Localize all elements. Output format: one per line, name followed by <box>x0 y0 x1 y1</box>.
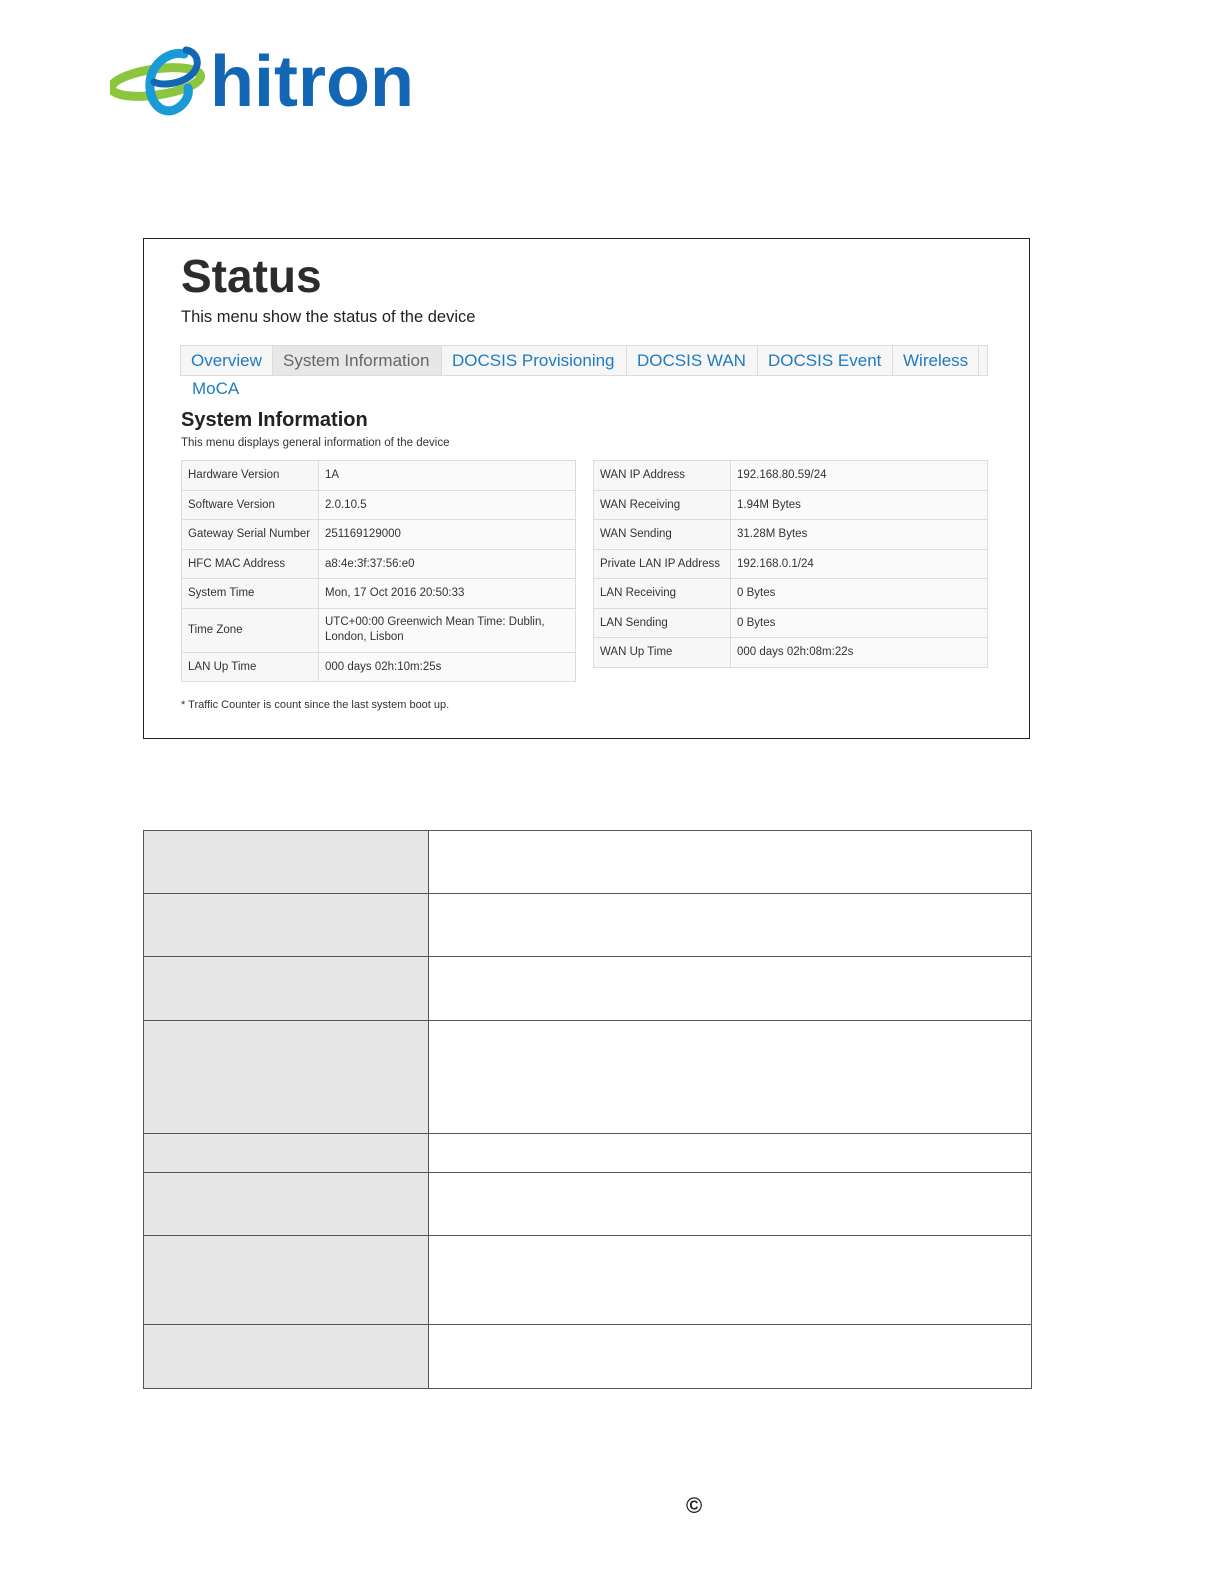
traffic-footnote: * Traffic Counter is count since the last system boot up. <box>181 699 450 711</box>
system-info-table-left <box>181 460 576 682</box>
description-cell <box>429 957 1032 1021</box>
table-row <box>594 490 988 520</box>
description-cell <box>429 1236 1032 1325</box>
tab-bar <box>180 345 988 376</box>
row-label: HFC MAC Address <box>182 549 319 579</box>
page-title: Status <box>181 250 322 302</box>
table-row <box>144 1173 1032 1236</box>
row-value: 192.168.80.59/24 <box>731 461 988 491</box>
row-value: 2.0.10.5 <box>319 490 576 520</box>
label-cell <box>144 1236 429 1325</box>
tab-docsis-wan[interactable]: DOCSIS WAN <box>627 346 758 375</box>
label-cell <box>144 957 429 1021</box>
tab-moca[interactable]: MoCA <box>192 379 240 398</box>
tab-system-information[interactable]: System Information <box>273 346 442 375</box>
table-row <box>182 549 576 579</box>
row-label: Private LAN IP Address <box>594 549 731 579</box>
table-row <box>144 894 1032 957</box>
row-label: Gateway Serial Number <box>182 520 319 550</box>
row-label: WAN Up Time <box>594 638 731 668</box>
row-value: 1.94M Bytes <box>731 490 988 520</box>
field-description-table <box>143 830 1032 1389</box>
row-label: LAN Receiving <box>594 579 731 609</box>
page-subtitle: This menu show the status of the device <box>181 308 476 326</box>
row-value: 0 Bytes <box>731 608 988 638</box>
tab-overview[interactable]: Overview <box>181 346 273 375</box>
section-subtitle: This menu displays general information of the device <box>181 437 450 449</box>
description-cell <box>429 1325 1032 1389</box>
tab-wireless[interactable]: Wireless <box>893 346 979 375</box>
status-screenshot <box>143 238 1030 739</box>
section-title: System Information <box>181 409 368 431</box>
label-cell <box>144 1134 429 1173</box>
label-cell <box>144 1021 429 1134</box>
table-row <box>182 652 576 682</box>
table-row <box>182 579 576 609</box>
row-label: WAN Sending <box>594 520 731 550</box>
row-value: 000 days 02h:10m:25s <box>319 652 576 682</box>
row-label: System Time <box>182 579 319 609</box>
tab-docsis-event[interactable]: DOCSIS Event <box>758 346 893 375</box>
row-value: 0 Bytes <box>731 579 988 609</box>
row-label: WAN IP Address <box>594 461 731 491</box>
row-label: Time Zone <box>182 608 319 652</box>
description-cell <box>429 894 1032 957</box>
label-cell <box>144 1173 429 1236</box>
description-cell <box>429 831 1032 894</box>
table-row <box>144 957 1032 1021</box>
row-value: 31.28M Bytes <box>731 520 988 550</box>
table-row <box>182 461 576 491</box>
table-row <box>144 1134 1032 1173</box>
row-label: WAN Receiving <box>594 490 731 520</box>
row-value: UTC+00:00 Greenwich Mean Time: Dublin, London, Lisbon <box>319 608 576 652</box>
label-cell <box>144 894 429 957</box>
table-row <box>182 490 576 520</box>
table-row <box>144 1325 1032 1389</box>
table-row <box>144 831 1032 894</box>
table-row <box>594 579 988 609</box>
table-row <box>594 461 988 491</box>
table-row <box>144 1236 1032 1325</box>
row-value: 251169129000 <box>319 520 576 550</box>
row-label: LAN Up Time <box>182 652 319 682</box>
table-row <box>594 638 988 668</box>
row-value: 000 days 02h:08m:22s <box>731 638 988 668</box>
row-value: 1A <box>319 461 576 491</box>
table-row <box>594 549 988 579</box>
hitron-logo <box>110 44 430 122</box>
row-value: a8:4e:3f:37:56:e0 <box>319 549 576 579</box>
row-label: LAN Sending <box>594 608 731 638</box>
row-value: Mon, 17 Oct 2016 20:50:33 <box>319 579 576 609</box>
table-row <box>182 520 576 550</box>
table-row <box>144 1021 1032 1134</box>
label-cell <box>144 831 429 894</box>
row-label: Software Version <box>182 490 319 520</box>
system-info-table-right <box>593 460 988 668</box>
description-cell <box>429 1021 1032 1134</box>
row-value: 192.168.0.1/24 <box>731 549 988 579</box>
description-cell <box>429 1134 1032 1173</box>
tab-docsis-provisioning[interactable]: DOCSIS Provisioning <box>442 346 627 375</box>
copyright-symbol: © <box>686 1493 703 1518</box>
row-label: Hardware Version <box>182 461 319 491</box>
table-row <box>594 520 988 550</box>
table-row <box>594 608 988 638</box>
label-cell <box>144 1325 429 1389</box>
description-cell <box>429 1173 1032 1236</box>
table-row <box>182 608 576 652</box>
logo-wordmark: hitron <box>210 44 414 122</box>
